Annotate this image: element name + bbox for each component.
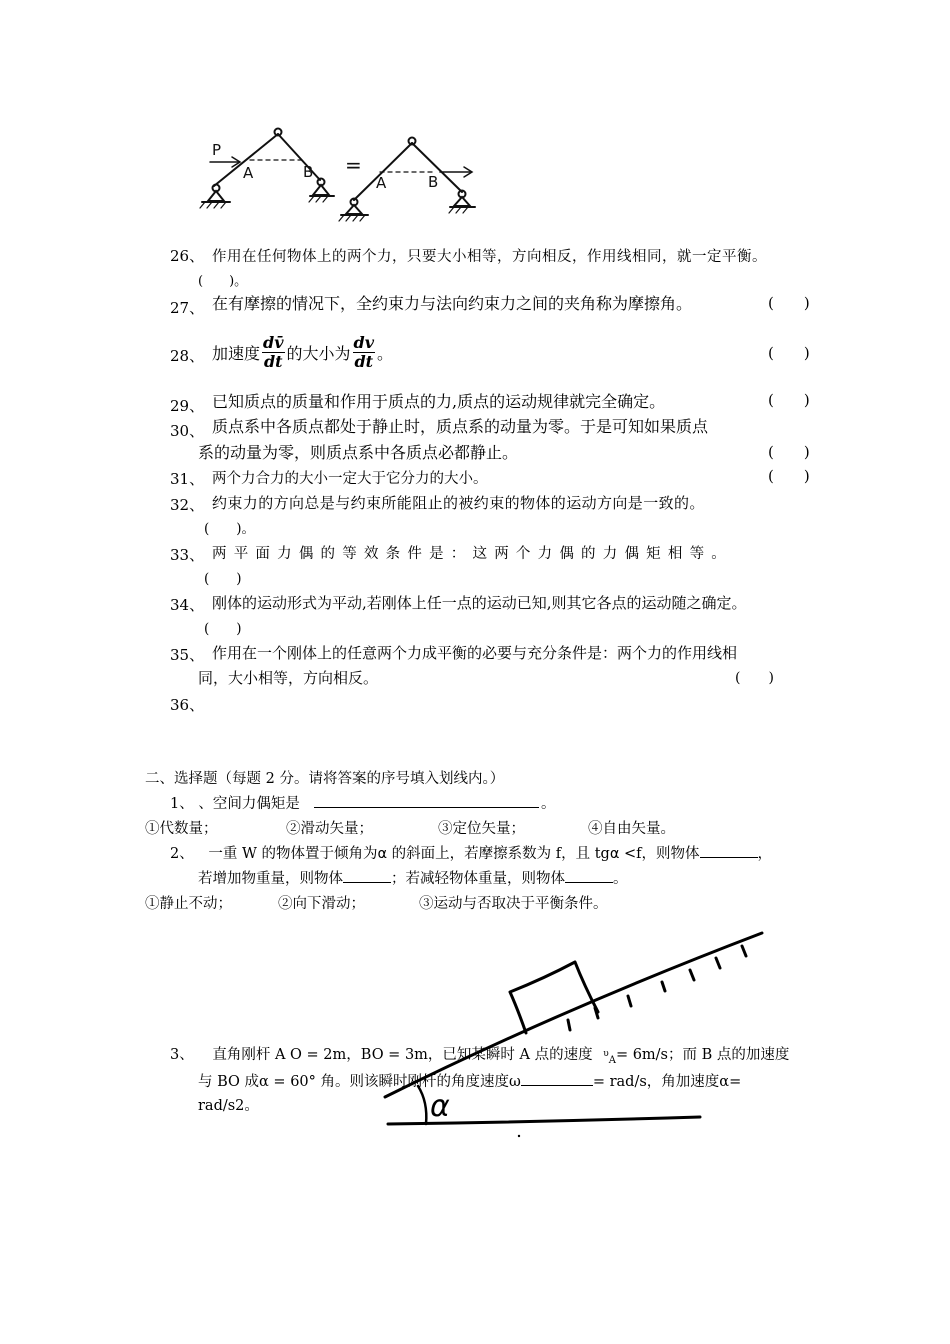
alpha-symbol-2: α bbox=[609, 846, 620, 862]
answer-paren[interactable]: ( ) bbox=[768, 344, 810, 362]
option-4: ④自由矢量。 bbox=[588, 821, 675, 837]
question-text: 质点系中各质点都处于静止时，质点系的动量为零。于是可知如果质点 bbox=[212, 417, 709, 436]
question-text-pre: 加速度 bbox=[212, 343, 261, 363]
line3-text: rad/s2。 bbox=[198, 1098, 259, 1114]
option-1: ①静止不动； bbox=[145, 896, 232, 912]
question-number: 26、 bbox=[170, 247, 205, 265]
label-b-left: B bbox=[303, 163, 314, 181]
question-text: 已知质点的质量和作用于质点的力,质点的运动规律就完全确定。 bbox=[212, 392, 666, 411]
question-text: 两 平 面 力 偶 的 等 效 条 件 是 ： 这 两 个 力 偶 的 力 偶 矩 相 等 。 bbox=[212, 546, 728, 562]
question-text-b: = 6m/s；而 B 点的加速度 bbox=[615, 1047, 790, 1063]
line2-text-a: 与 BO 成α = 60° 角。则该瞬时刚杆的角度速度ω bbox=[198, 1074, 521, 1090]
question-text-d: ， bbox=[757, 846, 773, 862]
fraction-dv-dt-vector: $\frac{dv̄}{dt}$ bbox=[263, 332, 284, 371]
question-number: 29、 bbox=[170, 397, 205, 415]
question-text-mid: 的大小为 bbox=[286, 343, 351, 363]
question-number: 36、 bbox=[170, 696, 205, 714]
question-number: 2、 bbox=[170, 846, 194, 862]
question-number: 35、 bbox=[170, 646, 205, 664]
answer-blank-omega[interactable] bbox=[521, 1071, 593, 1086]
question-text-line2: 系的动量为零，则质点系中各质点必都静止。 bbox=[198, 443, 519, 462]
answer-paren[interactable]: ( ) bbox=[768, 294, 810, 312]
question-number: 3、 bbox=[170, 1047, 194, 1063]
label-b-right: B bbox=[428, 173, 439, 191]
velocity-symbol: υ bbox=[603, 1049, 609, 1059]
line2-text-a: 若增加物重量，则物体 bbox=[198, 871, 343, 887]
option-1: ①代数量； bbox=[145, 821, 218, 837]
incline-angle-label: α bbox=[430, 1089, 450, 1124]
question-text-a: 一重 W 的物体置于倾角为 bbox=[208, 846, 378, 862]
label-a-right: A bbox=[376, 174, 387, 192]
question-number: 31、 bbox=[170, 470, 205, 488]
question-number: 28、 bbox=[170, 347, 205, 365]
answer-paren[interactable]: ( ) bbox=[768, 391, 810, 409]
question-text-post: 。 bbox=[377, 343, 394, 363]
question-text: 刚体的运动形式为平动,若刚体上任一点的运动已知,则其它各点的运动随之确定。 bbox=[212, 594, 747, 612]
question-text: 在有摩擦的情况下，全约束力与法向约束力之间的夹角称为摩擦角。 bbox=[212, 294, 693, 313]
question-text-b: 的斜面上，若摩擦系数为 f，且 tg bbox=[387, 846, 610, 862]
question-number: 32、 bbox=[170, 496, 205, 514]
answer-paren[interactable]: ( ) bbox=[204, 621, 242, 637]
answer-paren[interactable]: ( )。 bbox=[204, 521, 256, 537]
question-text-c: <f，则物体 bbox=[619, 846, 700, 862]
question-number: 27、 bbox=[170, 299, 205, 317]
question-text: 作用在任何物体上的两个力，只要大小相等，方向相反，作用线相同，就一定平衡。 bbox=[212, 249, 767, 265]
section-title: 二、选择题（每题 2 分。请将答案的序号填入划线内。） bbox=[145, 771, 505, 787]
velocity-subscript: A bbox=[608, 1054, 616, 1066]
answer-paren[interactable]: ( ) bbox=[768, 467, 810, 485]
option-3: ③定位矢量； bbox=[438, 821, 525, 837]
question-text-line2: 同，大小相等，方向相反。 bbox=[198, 669, 379, 687]
answer-paren[interactable]: ( ) bbox=[204, 571, 242, 587]
option-2: ②滑动矢量； bbox=[286, 821, 373, 837]
option-2: ②向下滑动； bbox=[278, 896, 365, 912]
question-text: 1、 、空间力偶矩是 bbox=[170, 796, 300, 812]
line2-text-c: 。 bbox=[613, 871, 628, 887]
question-end: 。 bbox=[541, 796, 556, 812]
answer-paren[interactable]: ( ) bbox=[768, 443, 810, 461]
question-number: 30、 bbox=[170, 422, 205, 440]
line2-text-b: = rad/s，角加速度α= bbox=[592, 1074, 742, 1090]
question-text-a: 直角刚杆 A O = 2m，BO = 3m，已知某瞬时 A 点的速度 bbox=[212, 1047, 593, 1063]
question-number: 34、 bbox=[170, 596, 205, 614]
fraction-dv-dt: $\frac{dv}{dt}$ bbox=[353, 332, 374, 371]
option-3: ③运动与否取决于平衡条件。 bbox=[419, 896, 608, 912]
line2-text-b: ；若减轻物体重量，则物体 bbox=[391, 871, 565, 887]
question-text: 约束力的方向总是与约束所能阻止的被约束的物体的运动方向是一致的。 bbox=[212, 494, 705, 512]
equals-sign: = bbox=[345, 153, 362, 177]
question-text: 两个力合力的大小一定大于它分力的大小。 bbox=[212, 471, 488, 487]
question-text: 作用在一个刚体上的任意两个力成平衡的必要与充分条件是：两个力的作用线相 bbox=[212, 644, 738, 662]
answer-paren[interactable]: ( )。 bbox=[198, 274, 248, 289]
alpha-symbol: α bbox=[377, 846, 388, 862]
label-p: P bbox=[212, 141, 222, 159]
answer-paren[interactable]: ( ) bbox=[735, 670, 774, 686]
label-a-left: A bbox=[243, 164, 254, 182]
question-number: 33、 bbox=[170, 546, 205, 564]
